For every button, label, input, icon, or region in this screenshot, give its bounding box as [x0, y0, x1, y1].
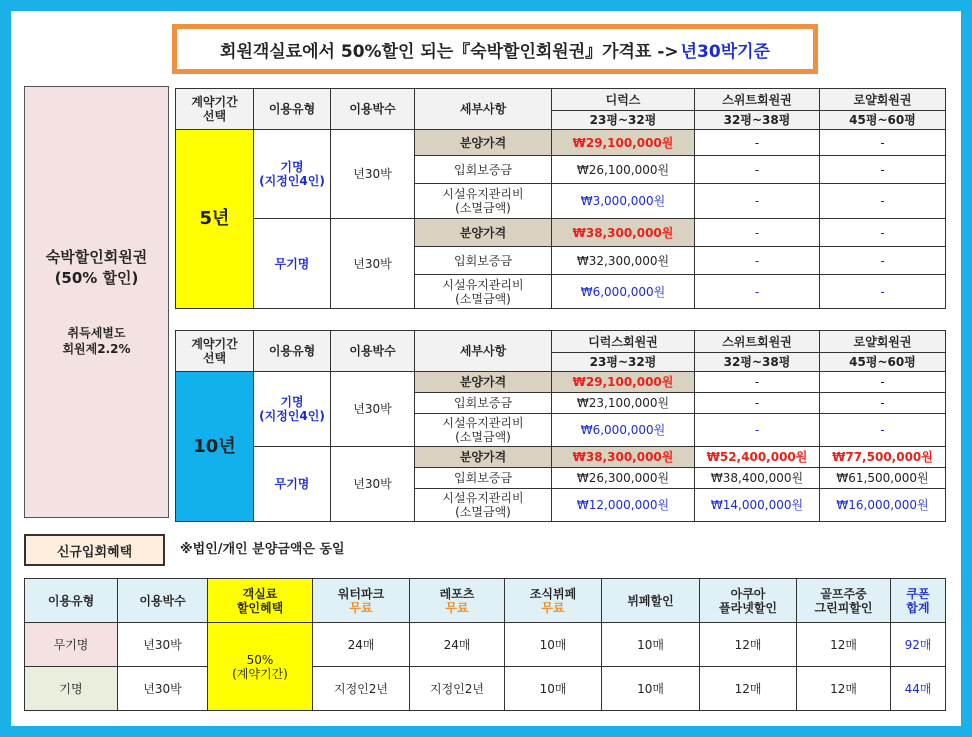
header-royal: 로얄회원권 — [820, 331, 946, 353]
detail-label: 입회보증금 — [415, 156, 552, 184]
header-period: 계약기간 선택 — [176, 89, 254, 130]
header-usage-type: 이용유형 — [25, 579, 118, 623]
detail-label: 입회보증금 — [415, 468, 552, 489]
header-deluxe: 디럭스 — [552, 89, 695, 111]
period-cell: 10년 — [176, 372, 254, 522]
header-usage-type: 이용유형 — [254, 331, 331, 372]
membership-name-line2: (50% 할인) — [54, 269, 139, 287]
price-cell: - — [820, 393, 946, 414]
membership-side-panel — [24, 86, 169, 518]
price-cell: ₩61,500,000원 — [820, 468, 946, 489]
price-cell: - — [820, 219, 946, 247]
room-discount-cell: 50% (계약기간) — [208, 623, 313, 711]
header-deluxe: 디럭스회원권 — [552, 331, 695, 353]
price-cell: ₩32,300,000원 — [552, 247, 695, 275]
header-suite-size: 32평~38평 — [695, 353, 820, 372]
header-breakfast: 조식뷔페 무료 — [505, 579, 602, 623]
waterpark-cell: 24매 — [313, 623, 410, 667]
header-royal-size: 45평~60평 — [820, 111, 946, 130]
usage-type-named: 기명 (지정인4인) — [254, 372, 331, 447]
golf-cell: 12매 — [797, 623, 891, 667]
price-cell: - — [820, 414, 946, 447]
aqua-cell: 12매 — [700, 667, 797, 711]
price-cell: - — [695, 130, 820, 156]
header-room-discount: 객실료 할인혜택 — [208, 579, 313, 623]
header-suite: 스위트회원권 — [695, 89, 820, 111]
row-type: 무기명 — [25, 623, 118, 667]
price-cell: ₩6,000,000원 — [552, 414, 695, 447]
price-cell: ₩16,000,000원 — [820, 489, 946, 522]
price-cell: ₩26,300,000원 — [552, 468, 695, 489]
benefit-note: ※법인/개인 분양금액은 동일 — [180, 542, 345, 557]
page-title — [172, 24, 818, 74]
price-table-5yr — [175, 88, 946, 309]
usage-type-named: 기명 (지정인4인) — [254, 130, 331, 219]
price-cell: ₩38,300,000원 — [552, 447, 695, 468]
coupon-total-cell: 44매 — [891, 667, 946, 711]
header-buffet: 뷔페할인 — [602, 579, 700, 623]
nights-cell: 년30박 — [331, 372, 415, 447]
detail-label: 입회보증금 — [415, 393, 552, 414]
header-nights: 이용박수 — [331, 331, 415, 372]
price-cell: - — [695, 414, 820, 447]
header-deluxe-size: 23평~32평 — [552, 353, 695, 372]
price-cell: - — [820, 247, 946, 275]
aqua-cell: 12매 — [700, 623, 797, 667]
price-cell: - — [695, 372, 820, 393]
detail-label: 시설유지관리비 (소멸금액) — [415, 184, 552, 219]
membership-name-line1: 숙박할인회원권 — [45, 248, 148, 266]
header-deluxe-size: 23평~32평 — [552, 111, 695, 130]
waterpark-cell: 지정인2년 — [313, 667, 410, 711]
price-cell: - — [820, 275, 946, 309]
price-cell: ₩23,100,000원 — [552, 393, 695, 414]
title-highlight: 년30박기준 — [680, 41, 770, 62]
price-cell: ₩38,400,000원 — [695, 468, 820, 489]
header-nights: 이용박수 — [118, 579, 208, 623]
leports-cell: 지정인2년 — [410, 667, 505, 711]
header-coupon-total: 쿠폰 합계 — [891, 579, 946, 623]
price-cell: - — [820, 156, 946, 184]
header-suite: 스위트회원권 — [695, 331, 820, 353]
detail-label: 분양가격 — [415, 372, 552, 393]
price-cell: ₩38,300,000원 — [552, 219, 695, 247]
nights-cell: 년30박 — [331, 219, 415, 309]
price-cell: ₩14,000,000원 — [695, 489, 820, 522]
breakfast-cell: 10매 — [505, 623, 602, 667]
price-cell: - — [695, 393, 820, 414]
buffet-cell: 10매 — [602, 667, 700, 711]
price-cell: - — [695, 184, 820, 219]
price-cell: - — [695, 275, 820, 309]
price-cell: ₩77,500,000원 — [820, 447, 946, 468]
header-suite-size: 32평~38평 — [695, 111, 820, 130]
tax-note-line1: 취득세별도 — [67, 326, 126, 340]
benefit-table — [24, 578, 946, 711]
detail-label: 시설유지관리비 (소멸금액) — [415, 489, 552, 522]
detail-label: 분양가격 — [415, 219, 552, 247]
price-cell: ₩26,100,000원 — [552, 156, 695, 184]
price-cell: - — [820, 130, 946, 156]
header-leports: 레포츠 무료 — [410, 579, 505, 623]
price-cell: - — [695, 156, 820, 184]
period-cell: 5년 — [176, 130, 254, 309]
row-type: 기명 — [25, 667, 118, 711]
header-period: 계약기간 선택 — [176, 331, 254, 372]
header-nights: 이용박수 — [331, 89, 415, 130]
detail-label: 분양가격 — [415, 130, 552, 156]
price-cell: - — [695, 247, 820, 275]
detail-label: 시설유지관리비 (소멸금액) — [415, 275, 552, 309]
row-nights: 년30박 — [118, 623, 208, 667]
usage-type-anonymous: 무기명 — [254, 219, 331, 309]
golf-cell: 12매 — [797, 667, 891, 711]
price-cell: ₩6,000,000원 — [552, 275, 695, 309]
header-aqua: 아쿠아 플라넷할인 — [700, 579, 797, 623]
header-details: 세부사항 — [415, 331, 552, 372]
header-details: 세부사항 — [415, 89, 552, 130]
membership-name — [25, 247, 168, 289]
nights-cell: 년30박 — [331, 130, 415, 219]
price-cell: - — [820, 184, 946, 219]
coupon-total-cell: 92매 — [891, 623, 946, 667]
price-cell: ₩3,000,000원 — [552, 184, 695, 219]
detail-label: 입회보증금 — [415, 247, 552, 275]
buffet-cell: 10매 — [602, 623, 700, 667]
price-cell: - — [695, 219, 820, 247]
header-golf: 골프주중 그린피할인 — [797, 579, 891, 623]
header-usage-type: 이용유형 — [254, 89, 331, 130]
header-royal: 로얄회원권 — [820, 89, 946, 111]
tax-note-line2: 회원제2.2% — [62, 342, 131, 356]
header-royal-size: 45평~60평 — [820, 353, 946, 372]
title-main: 회원객실료에서 50%할인 되는『숙박할인회원권』가격표 -> — [220, 41, 679, 62]
tax-note — [25, 325, 168, 357]
price-cell: - — [820, 372, 946, 393]
nights-cell: 년30박 — [331, 447, 415, 522]
new-member-benefit-label: 신규입회혜택 — [24, 534, 165, 566]
price-cell: ₩12,000,000원 — [552, 489, 695, 522]
breakfast-cell: 10매 — [505, 667, 602, 711]
detail-label: 시설유지관리비 (소멸금액) — [415, 414, 552, 447]
price-cell: ₩52,400,000원 — [695, 447, 820, 468]
price-cell: ₩29,100,000원 — [552, 130, 695, 156]
leports-cell: 24매 — [410, 623, 505, 667]
header-waterpark: 워터파크 무료 — [313, 579, 410, 623]
detail-label: 분양가격 — [415, 447, 552, 468]
price-table-10yr — [175, 330, 946, 522]
price-cell: ₩29,100,000원 — [552, 372, 695, 393]
usage-type-anonymous: 무기명 — [254, 447, 331, 522]
row-nights: 년30박 — [118, 667, 208, 711]
